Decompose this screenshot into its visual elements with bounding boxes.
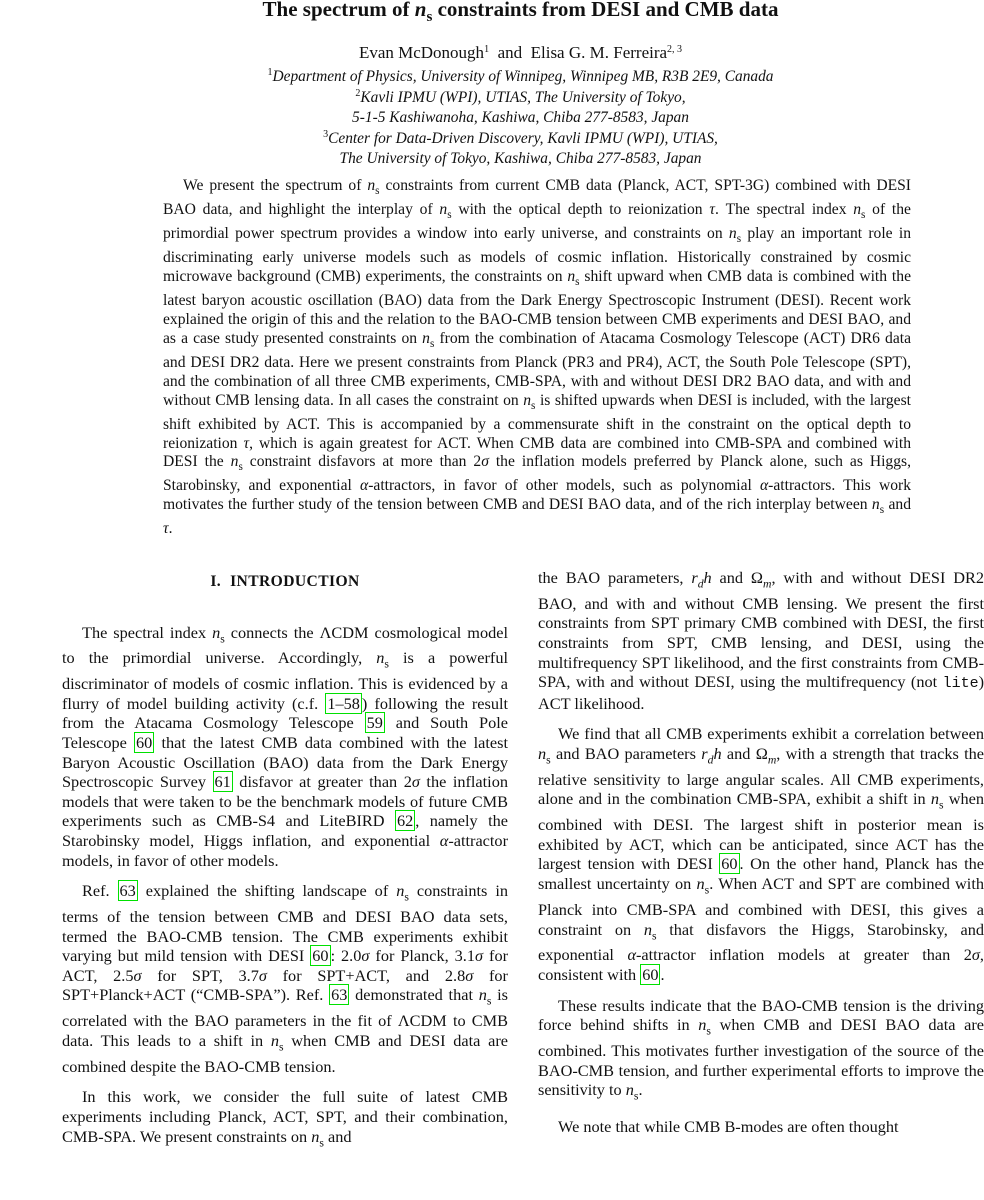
right-column xyxy=(538,568,984,1148)
citation-link[interactable]: 62 xyxy=(396,811,414,831)
affiliation-3: $^3$Center for Data-Driven Discovery, Kavli IPMU (WPI), UTIAS, xyxy=(323,128,718,147)
author-2: Elisa G. M. Ferreira$^{2, 3}$ xyxy=(530,43,683,62)
citation-link[interactable]: 60 xyxy=(642,964,659,984)
citation-link[interactable]: 63 xyxy=(119,881,136,901)
left-paragraph-3: In this work, we consider the full suite of latest CMB experiments including Planck, ACT, SPT, and their combination, CMB-SPA. We present constraints on $n_s$ and xyxy=(62,1087,508,1149)
author-joiner: and xyxy=(497,43,523,62)
section-title: INTRODUCTION xyxy=(230,573,360,590)
author-1-affil-mark: 1 xyxy=(484,44,490,55)
left-paragraph-1: The spectral index $n_s$ connects the ΛCDM cosmological model to the primordial universe. Accordingly, $n_s$ is a powerful discriminator of models of cosmic inflation. This is evidenced by a flurry of model building activity (c.f. 1–58 ) following the result from the Atacama Cosmology Telescope 59 and South Pole Telescope 60 that the latest CMB data combined with the latest Baryon Acoustic Oscillation (BAO) data from the Dark Energy Spectroscopic Survey 61 disfavor at greater than 2σ the inflation models that were taken to be the benchmark models of future CMB experiments such as CMB-S4 and LiteBIRD 62 , namely the Starobinsky model, Higgs inflation, and exponential α-attractor models, in favor of other models. xyxy=(62,622,509,870)
citation-link[interactable]: 1–58 xyxy=(327,693,360,713)
affiliation-2-line-2: 5-1-5 Kashiwanoha, Kashiwa, Chiba 277-8583, Japan xyxy=(352,109,689,126)
affiliation-list xyxy=(60,67,981,170)
title-text: The spectrum of $n_s$ constraints from DESI and CMB data xyxy=(262,0,779,26)
citation-link[interactable]: 60 xyxy=(721,854,738,874)
section-number: I. xyxy=(210,573,222,590)
author-list xyxy=(60,42,981,64)
author-1: Evan McDonough$^1$ xyxy=(358,43,490,62)
citation-link[interactable]: 60 xyxy=(312,946,329,966)
right-paragraph-2: We find that all CMB experiments exhibit a correlation between $n_s$ and BAO parameters $r_dh$ and $\Omega_m$, with a strength that tracks the relative sensitivity to large angular scales. All CMB experiments, alone and in the combination CMB-SPA, exhibit a shift in $n_s$ when combined with DESI. The largest shift in posterior mean is exhibited by ACT, which can be anticipated, since ACT has the largest tension with DESI 60 . On the other hand, Planck has the smallest uncertainty on $n_s$. When ACT and SPT are combined with Planck into CMB-SPA and combined with DESI, this gives a constraint on $n_s$ that disfavors the Higgs, Starobinsky, and exponential α-attractor inflation models at greater than 2σ, consistent with 60 . xyxy=(538,724,984,984)
affiliation-2: $^2$Kavli IPMU (WPI), UTIAS, The University of Tokyo, xyxy=(355,87,686,106)
citation-link[interactable]: 61 xyxy=(214,772,231,792)
citation-link[interactable]: 59 xyxy=(366,713,383,733)
citation-link[interactable]: 60 xyxy=(136,733,153,753)
right-paragraph-4: We note that while CMB B-modes are often thought xyxy=(558,1117,899,1136)
right-paragraph-1: the BAO parameters, $r_dh$ and $\Omega_m$, with and without DESI DR2 BAO, and with and without CMB lensing. We present the first constraints from SPT primary CMB combined with DESI, the first constraints from SPT, CMB lensing, and DESI, using the multifrequency SPT likelihood, and the first constraints from CMB-SPA, with and without DESI, using the multifrequency (not lite) ACT likelihood. xyxy=(538,568,984,713)
citation-link[interactable]: 63 xyxy=(331,985,348,1005)
paper-title xyxy=(60,0,981,30)
arxiv-side-stamp xyxy=(4,250,48,990)
affiliation-3-line-2: The University of Tokyo, Kashiwa, Chiba 277-8583, Japan xyxy=(339,150,702,167)
section-heading-introduction xyxy=(62,572,508,592)
left-paragraph-2: Ref. 63 explained the shifting landscape of $n_s$ constraints in terms of the tension between CMB and DESI BAO data sets, termed the BAO-CMB tension. The CMB experiments exhibit varying but mild tension with DESI 60 : 2.0σ for Planck, 3.1σ for ACT, 2.5σ for SPT, 3.7σ for SPT+ACT, and 2.8σ for SPT+Planck+ACT (“CMB-SPA”). Ref. 63 demonstrated that $n_s$ is correlated with the BAO parameters in the fit of ΛCDM to CMB data. This leads to a shift in $n_s$ when CMB and DESI data are combined despite the BAO-CMB tension. xyxy=(62,881,509,1076)
right-paragraph-3: These results indicate that the BAO-CMB tension is the driving force behind shifts in $n_s$ when CMB and DESI BAO data are combined. This motivates further investigation of the source of the BAO-CMB tension, and further experimental efforts to improve the sensitivity to $n_s$. xyxy=(538,995,984,1103)
left-column xyxy=(62,568,508,1163)
code-literal: lite xyxy=(942,675,979,693)
affiliation-1: $^1$Department of Physics, University of Winnipeg, Winnipeg MB, R3B 2E9, Canada xyxy=(267,67,774,85)
author-2-affil-mark: 2, 3 xyxy=(667,44,683,55)
abstract: We present the spectrum of $n_s$ constraints from current CMB data (Planck, ACT, SPT-3G) combined with DESI BAO data, and highlight the interplay of $n_s$ with the optical depth to reionization τ. The spectral index $n_s$ of the primordial power spectrum provides a window into early universe, and constraints on $n_s$ play an important role in discriminating early universe models such as models of cosmic inflation. Historically constrained by cosmic microwave background (CMB) experiments, the constraints on $n_s$ shift upward when CMB data is combined with the latest baryon acoustic oscillation (BAO) data from the Dark Energy Spectroscopic Instrument (DESI). Recent work explained the origin of this and the relation to the BAO-CMB tension between CMB experiments and DESI BAO, and as a case study presented constraints on $n_s$ from the combination of Atacama Cosmology Telescope (ACT) DR6 data and DESI DR2 data. Here we present constraints from Planck (PR3 and PR4), ACT, the South Pole Telescope (SPT), and the combination of all three CMB experiments, CMB-SPA, with and without DESI DR2 BAO data, and with and without CMB lensing data. In all cases the constraint on $n_s$ is shifted upwards when DESI is included, with the largest shift exhibited by ACT. This is accompanied by a commensurate shift in the constraint on the optical depth to reionization τ, which is again greatest for ACT. When CMB data are combined into CMB-SPA and combined with DESI the $n_s$ constraint disfavors at more than 2σ the inflation models preferred by Planck alone, such as Higgs, Starobinsky, and exponential α-attractors, in favor of other models, such as polynomial α-attractors. This work motivates the further study of the tension between CMB and DESI BAO data, and of the rich interplay between $n_s$ and τ. xyxy=(163,177,912,538)
